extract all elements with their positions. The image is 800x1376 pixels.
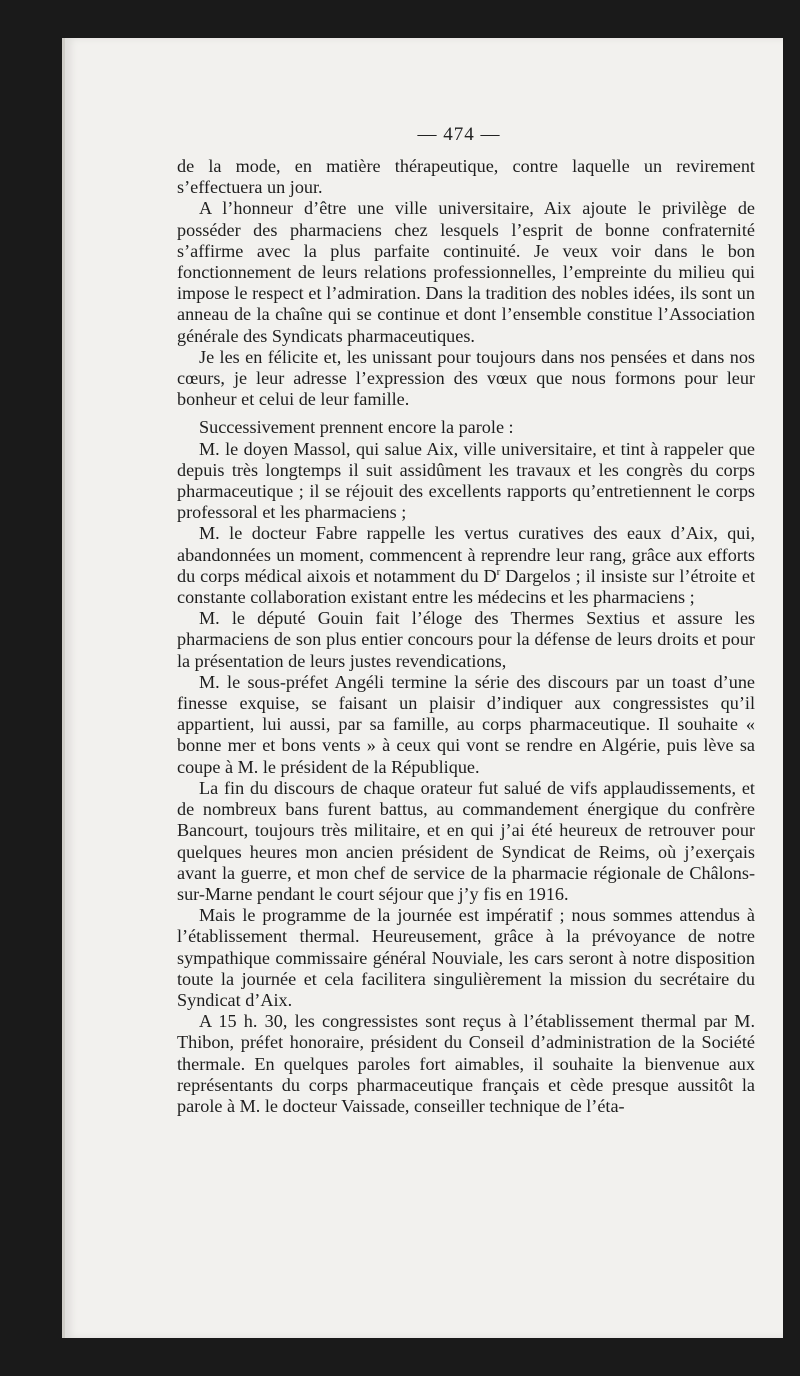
paragraph: A 15 h. 30, les congressistes sont reçus à l’établissement thermal par M. Thibon, préfet honoraire, président du Conseil d’administration de la Société thermale. En quelques paroles fort aimables, il souhaite la bienvenue aux représentants du corps pharmaceutique français et cède presque aussitôt la parole à M. le docteur Vaissade, conseiller technique de l’éta- [177,1011,755,1116]
superscript: r [496,565,501,578]
page-number: — 474 — [417,124,501,145]
paragraph-text: Dargelos ; il insiste sur l’étroite et constante collaboration existant entre les médecins et les pharmaciens ; [177,565,755,608]
paragraph: de la mode, en matière thérapeutique, contre laquelle un revirement s’effectuera un jour. [177,156,755,198]
paragraph [177,523,755,608]
book-page [62,38,783,1338]
paragraph: La fin du discours de chaque orateur fut salué de vifs applaudissements, et de nombreux bans furent battus, au commandement énergique du confrère Bancourt, toujours très militaire, et en qui j’ai été heureux de retrouver pour quelques heures mon ancien président de Syndicat de Reims, où j’exerçais avant la guerre, et mon chef de service de la pharmacie régionale de Châlons-sur-Marne pendant le court séjour que j’y fis en 1916. [177,777,755,904]
paragraph: Mais le programme de la journée est impératif ; nous sommes attendus à l’établissement thermal. Heureusement, grâce à la prévoyance de notre sympathique commissaire général Nouviale, les cars seront à notre disposition toute la journée et cela facilitera singulièrement la mission du secrétaire du Syndicat d’Aix. [177,905,755,1010]
paragraph: Successivement prennent encore la parole : [199,417,514,438]
paragraph: M. le sous-préfet Angéli termine la série des discours par un toast d’une finesse exquise, se faisant un plaisir d’indiquer aux congressistes qu’il appartient, lui aussi, par sa famille, au corps pharmaceutique. Il souhaite « bonne mer et bons vents » à ceux qui vont se rendre en Algérie, puis lève sa coupe à M. le président de la République. [177,671,755,777]
paragraph: M. le doyen Massol, qui salue Aix, ville universitaire, et tint à rappeler que depuis très longtemps il suit assidûment les travaux et les congrès du corps pharmaceutique ; il se réjouit des excellents rapports qu’entretiennent le corps professoral et les pharmaciens ; [177,438,755,523]
paragraph-text: M. le docteur Fabre rappelle les vertus curatives des eaux d’Aix, qui, abandonnées un moment, commencent à reprendre leur rang, grâce aux efforts du corps médical aixois et notamment du D [177,523,755,586]
paragraph: A l’honneur d’être une ville universitaire, Aix ajoute le privilège de posséder des pharmaciens chez lesquels l’esprit de bonne confraternité s’affirme avec la plus parfaite continuité. Je veux voir dans le bon fonctionnement de leurs relations professionnelles, l’empreinte du milieu qui impose le respect et l’admiration. Dans la tradition des nobles idées, ils sont un anneau de la chaîne qui se continue et dont l’ensemble constitue l’Association générale des Syndicats pharmaceutiques. [177,198,755,346]
paragraph: Je les en félicite et, les unissant pour toujours dans nos pensées et dans nos cœurs, je leur adresse l’expression des vœux que nous formons pour leur bonheur et celui de leur famille. [177,346,755,410]
paragraph: M. le député Gouin fait l’éloge des Thermes Sextius et assure les pharmaciens de son plus entier concours pour la défense de leurs droits et pour la présentation de leurs justes revendications, [177,608,755,671]
body-text [177,156,755,1117]
